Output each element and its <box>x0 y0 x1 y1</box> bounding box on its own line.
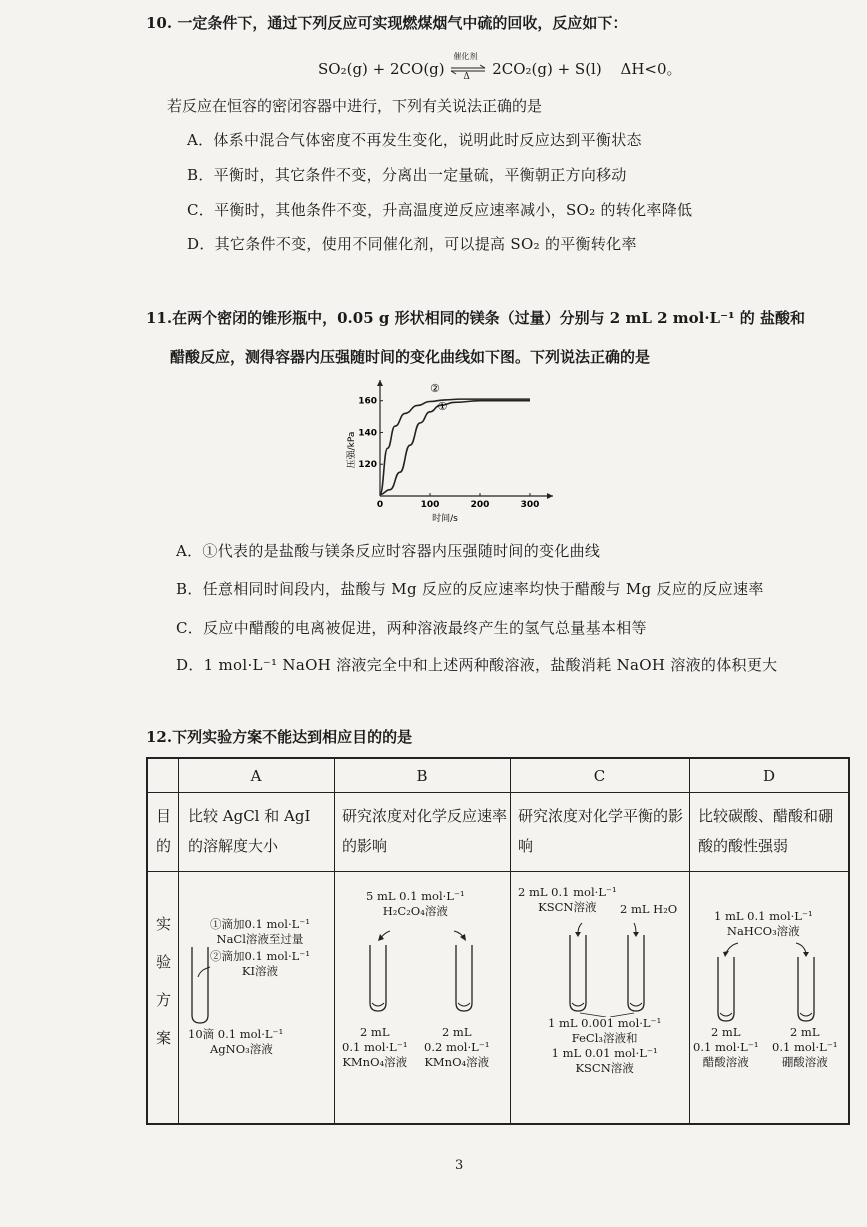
q10-equation <box>318 52 682 82</box>
q10-stem: 10. 一定条件下，通过下列反应可实现燃煤烟气中硫的回收，反应如下： <box>146 14 628 32</box>
equation-arrow <box>449 52 487 82</box>
q10-option-a: A．体系中混合气体密度不再发生变化，说明此时反应达到平衡状态 <box>187 131 642 149</box>
q10-option-c: C．平衡时，其他条件不变，升高温度逆反应速率减小，SO₂ 的转化率降低 <box>187 201 693 219</box>
series-label: ① <box>437 400 448 414</box>
page-number: 3 <box>455 1158 464 1173</box>
delta-label: Δ <box>463 72 470 82</box>
q12-stem: 12.下列实验方案不能达到相应目的的是 <box>146 728 413 746</box>
x-axis-arrow-icon <box>547 493 553 499</box>
purpose-b: 研究浓度对化学反应速率的影响 <box>342 807 508 855</box>
equation-right: 2CO₂(g) + S(l) <box>492 60 602 78</box>
q12-table <box>146 757 850 1125</box>
b-top: 5 mL 0.1 mol·L⁻¹ H₂C₂O₄溶液 <box>366 889 465 918</box>
d-right-label: 2 mL 0.1 mol·L⁻¹ 硼酸溶液 <box>772 1025 838 1069</box>
q11-option-a: A．①代表的是盐酸与镁条反应时容器内压强随时间的变化曲线 <box>176 542 601 560</box>
y-axis-label: 压强/kPa <box>347 431 357 469</box>
q10-sub: 若反应在恒容的密闭容器中进行，下列有关说法正确的是 <box>167 97 543 115</box>
test-tube-pair-icon <box>704 937 828 1027</box>
a-add1: ①滴加0.1 mol·L⁻¹ NaCl溶液至过量 <box>210 917 310 946</box>
test-tube-pair-icon <box>558 917 658 1017</box>
c-top-right: 2 mL H₂O <box>620 902 678 916</box>
c-bottom: 1 mL 0.001 mol·L⁻¹ FeCl₃溶液和 1 mL 0.01 mol·L⁻¹ KSCN溶液 <box>548 1016 662 1075</box>
test-tube-pair-icon <box>354 919 494 1015</box>
x-axis-label: 时间/s <box>432 514 458 524</box>
a-add2: ②滴加0.1 mol·L⁻¹ KI溶液 <box>210 949 310 978</box>
b-right-label: 2 mL 0.2 mol·L⁻¹ KMnO₄溶液 <box>424 1025 490 1069</box>
purpose-c: 研究浓度对化学平衡的影响 <box>518 807 684 855</box>
q10-option-d: D．其它条件不变，使用不同催化剂，可以提高 SO₂ 的平衡转化率 <box>187 235 637 253</box>
y-tick-label: 160 <box>358 396 377 407</box>
col-header-a: A <box>250 767 262 785</box>
row-label-plan: 实 验 方 案 <box>156 915 172 1047</box>
q10-option-b: B．平衡时，其它条件不变，分离出一定量硫，平衡朝正方向移动 <box>187 166 627 184</box>
col-header-b: B <box>416 767 428 785</box>
q11-stem-line1: 11.在两个密闭的锥形瓶中，0.05 g 形状相同的镁条（过量）分别与 2 mL 2 mol·L⁻¹ 的 盐酸和 <box>146 309 806 327</box>
d-left-label: 2 mL 0.1 mol·L⁻¹ 醋酸溶液 <box>693 1025 759 1069</box>
c-top-left: 2 mL 0.1 mol·L⁻¹ KSCN溶液 <box>518 885 617 914</box>
equation-left: SO₂(g) + 2CO(g) <box>318 60 445 78</box>
y-tick-label: 120 <box>358 460 377 471</box>
test-tube-icon <box>188 937 218 1027</box>
y-tick-label: 140 <box>358 428 377 439</box>
catalyst-label: 催化剂 <box>453 52 478 61</box>
q11-option-b: B．任意相同时间段内，盐酸与 Mg 反应的反应速率均快于醋酸与 Mg 反应的反应速率 <box>176 580 764 598</box>
d-top: 1 mL 0.1 mol·L⁻¹ NaHCO₃溶液 <box>714 909 813 938</box>
a-tube-label: 10滴 0.1 mol·L⁻¹ AgNO₃溶液 <box>188 1027 284 1056</box>
x-tick-label: 300 <box>520 500 540 510</box>
purpose-a: 比较 AgCl 和 AgI 的溶解度大小 <box>188 807 311 855</box>
series-label: ② <box>430 381 440 395</box>
b-left-label: 2 mL 0.1 mol·L⁻¹ KMnO₄溶液 <box>342 1025 408 1069</box>
pressure-time-chart <box>338 378 558 528</box>
col-header-d: D <box>762 767 776 785</box>
row-label-purpose: 目 的 <box>156 807 172 855</box>
q11-option-d: D．1 mol·L⁻¹ NaOH 溶液完全中和上述两种酸溶液，盐酸消耗 NaOH 溶液的体积更大 <box>176 656 778 674</box>
x-tick-label: 100 <box>420 500 440 510</box>
y-axis-arrow-icon <box>377 380 383 386</box>
purpose-d: 比较碳酸、醋酸和硼酸的酸性强弱 <box>698 807 834 855</box>
q11-stem-line2: 醋酸反应，测得容器内压强随时间的变化曲线如下图。下列说法正确的是 <box>170 348 651 366</box>
col-header-c: C <box>593 767 606 785</box>
equation-dh: ΔH<0。 <box>620 60 682 78</box>
x-tick-label: 0 <box>376 500 384 510</box>
series-line-1 <box>380 399 530 494</box>
q11-option-c: C．反应中醋酸的电离被促进，两种溶液最终产生的氢气总量基本相等 <box>176 619 647 637</box>
x-tick-label: 200 <box>470 500 490 510</box>
